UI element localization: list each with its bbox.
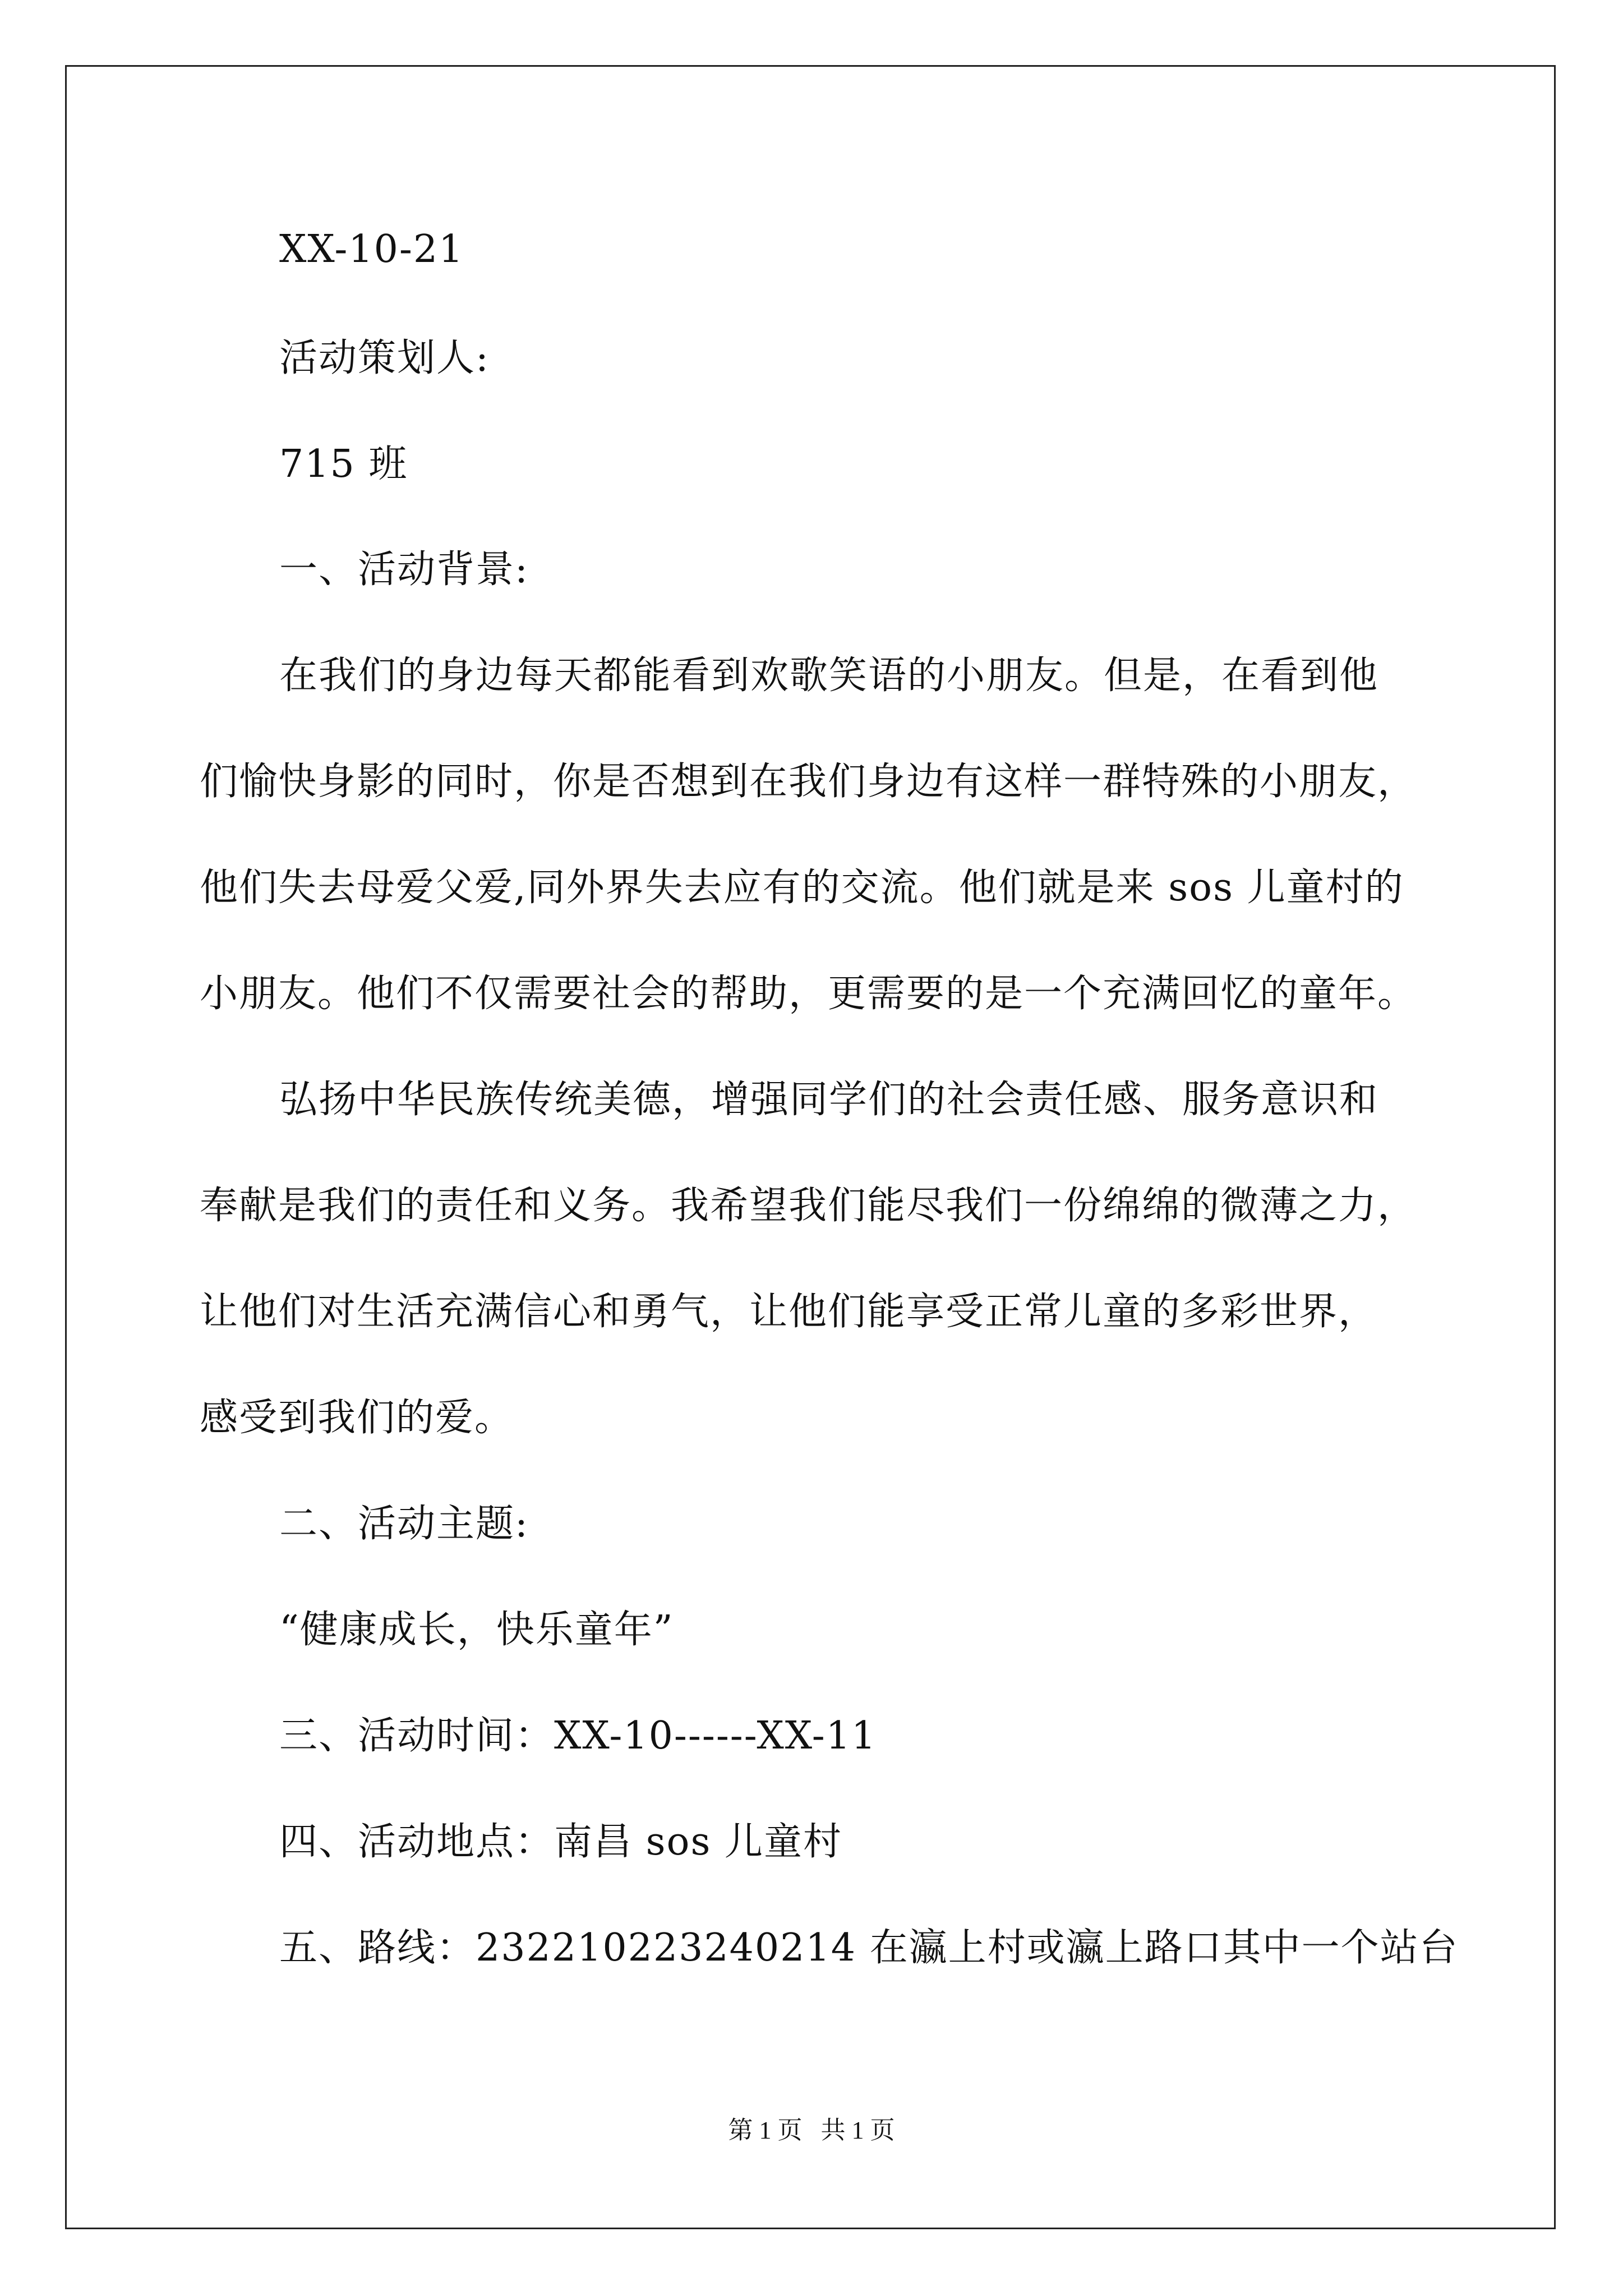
section-heading-3: 三、活动时间：XX-10------XX-11 [279,1714,877,1758]
section-heading-2: 二、活动主题: [279,1502,529,1546]
paragraph-line: 们愉快身影的同时，你是否想到在我们身边有这样一群特殊的小朋友， [200,760,1417,804]
section-heading-1: 一、活动背景: [279,547,529,592]
page-footer: 第 1 页 共 1 页 [728,2116,895,2144]
date-line: XX-10-21 [279,227,464,272]
planner-label: 活动策划人: [279,336,490,380]
paragraph-line: 弘扬中华民族传统美德，增强同学们的社会责任感、服务意识和 [279,1078,1379,1122]
paragraph-line: 感受到我们的爱。 [200,1396,514,1440]
theme-line: “健康成长，快乐童年” [279,1608,674,1652]
paragraph-line: 在我们的身边每天都能看到欢歌笑语的小朋友。但是，在看到他 [279,654,1379,698]
section-heading-5: 五、路线：232210223240214 在瀛上村或瀛上路口其中一个站台 [279,1926,1459,1970]
paragraph-line: 他们失去母爱父爱,同外界失去应有的交流。他们就是来 sos 儿童村的 [200,866,1404,910]
section-heading-4: 四、活动地点：南昌 sos 儿童村 [279,1820,842,1864]
paragraph-line: 奉献是我们的责任和义务。我希望我们能尽我们一份绵绵的微薄之力， [200,1184,1417,1228]
paragraph-line: 小朋友。他们不仅需要社会的帮助，更需要的是一个充满回忆的童年。 [200,972,1417,1016]
paragraph-line: 让他们对生活充满信心和勇气，让他们能享受正常儿童的多彩世界， [200,1290,1378,1334]
class-line: 715 班 [279,442,408,486]
page-border [65,65,1556,2229]
